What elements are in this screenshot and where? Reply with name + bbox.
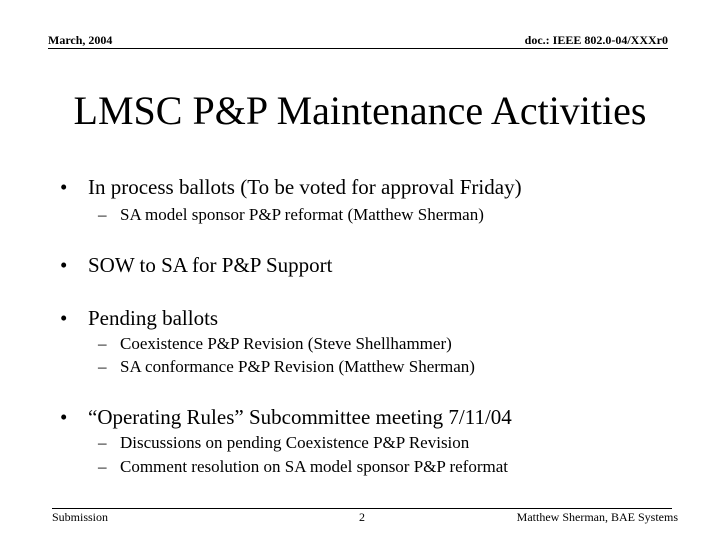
slide-title: LMSC P&P Maintenance Activities: [73, 88, 647, 133]
footer-divider: [52, 508, 672, 509]
dash-marker: –: [98, 334, 107, 353]
bullet-4-sub-2: [98, 456, 508, 478]
bullet-3-sub-2-text: SA conformance P&P Revision (Matthew Sherman): [120, 357, 475, 376]
bullet-4-sub-1-text: Discussions on pending Coexistence P&P Revision: [120, 433, 470, 452]
footer-page-number: 2: [359, 510, 365, 524]
bullet-3-sub-1: [98, 333, 452, 355]
bullet-4-text: “Operating Rules” Subcommittee meeting 7/11/04: [88, 405, 512, 429]
bullet-3-sub-1-text: Coexistence P&P Revision (Steve Shellhammer): [120, 334, 452, 353]
bullet-marker: •: [60, 306, 68, 330]
footer-submission: Submission: [52, 510, 109, 524]
dash-marker: –: [98, 457, 107, 476]
bullet-1-sub-1: [98, 204, 484, 226]
bullet-marker: •: [60, 405, 68, 429]
bullet-1: [60, 174, 522, 200]
bullet-2: [60, 252, 332, 278]
bullet-marker: •: [60, 175, 68, 199]
bullet-2-text: SOW to SA for P&P Support: [88, 253, 333, 277]
header-divider: [48, 48, 668, 49]
dash-marker: –: [98, 433, 107, 452]
bullet-3-sub-2: [98, 356, 475, 378]
header-date: March, 2004: [48, 33, 113, 47]
bullet-marker: •: [60, 253, 68, 277]
bullet-1-sub-1-text: SA model sponsor P&P reformat (Matthew Sherman): [120, 205, 484, 224]
dash-marker: –: [98, 205, 107, 224]
bullet-4: [60, 404, 512, 430]
bullet-1-text: In process ballots (To be voted for approval Friday): [88, 175, 522, 199]
bullet-4-sub-2-text: Comment resolution on SA model sponsor P&P reformat: [120, 457, 508, 476]
footer-author: Matthew Sherman, BAE Systems: [516, 510, 678, 524]
dash-marker: –: [98, 357, 107, 376]
bullet-3: [60, 305, 218, 331]
bullet-4-sub-1: [98, 432, 469, 454]
bullet-3-text: Pending ballots: [88, 306, 219, 330]
header-doc-id: doc.: IEEE 802.0-04/XXXr0: [524, 33, 668, 47]
